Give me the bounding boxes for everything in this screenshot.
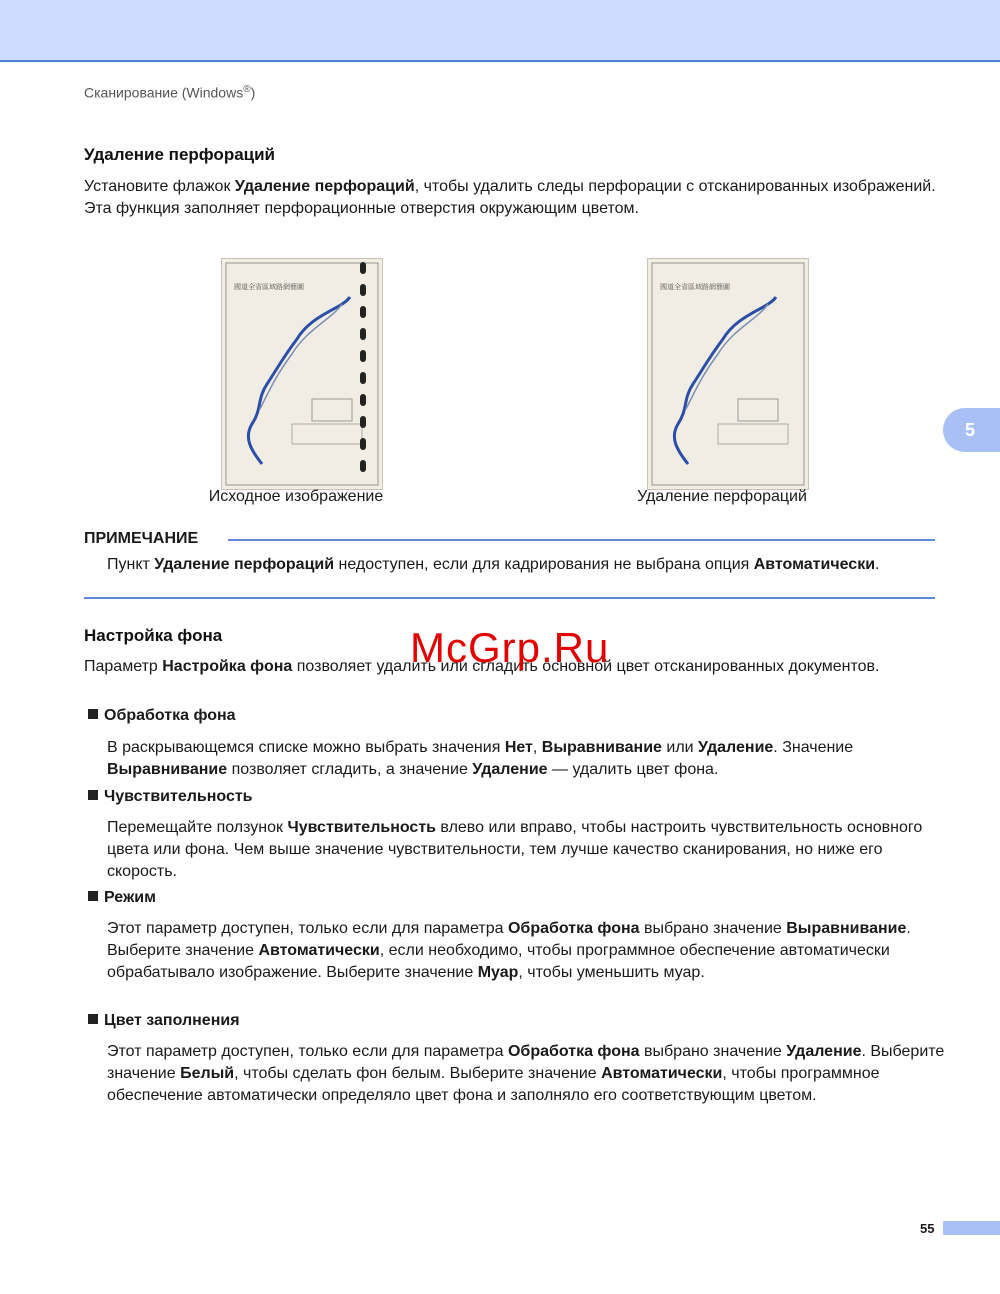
text-run: . Значение (773, 739, 854, 756)
text-run: В раскрывающемся списке можно выбрать значения (107, 739, 505, 756)
text-run: выбрано значение (639, 920, 787, 937)
item-text (107, 918, 947, 984)
bold-term: Белый (180, 1065, 235, 1082)
text-run: или (661, 739, 699, 756)
item-title: Цвет заполнения (88, 1012, 240, 1030)
header-bar (0, 0, 1000, 62)
section-hole-removal-paragraph: Установите флажок Удаление перфораций, чтобы удалить следы перфорации с отсканированных изображений. Эта функция заполняет перфорационные отверстия окружающим цветом. (84, 178, 936, 217)
text-run: влево или вправо, чтобы настроить чувствительность основного цвета или фона. Чем выше значение чувствительности, тем лучше качество сканирования, но ниже его скорость. (107, 819, 923, 880)
text-run: , (532, 739, 542, 756)
map-illustration-cleaned (648, 259, 808, 489)
bold-term: Обработка фона (507, 1043, 640, 1060)
bold-term: Удаление (472, 761, 548, 778)
page-number: 55 (920, 1221, 935, 1236)
text-run: . Выберите значение (107, 920, 911, 959)
bold-term: Обработка фона (507, 920, 640, 937)
text-run: , чтобы уменьшить муар. (518, 964, 705, 981)
caption-cleaned: Удаление перфораций (637, 488, 807, 505)
section-background-paragraph: Параметр Настройка фона позволяет удалить или сгладить основной цвет отсканированных документов. (84, 658, 880, 675)
note-text: Пункт Удаление перфораций недоступен, если для кадрирования не выбрана опция Автоматически. (107, 556, 880, 573)
text-run: выбрано значение (639, 1043, 787, 1060)
breadcrumb: Сканирование (Windows®) (84, 84, 256, 101)
section-title-background: Настройка фона (84, 626, 223, 645)
text-run: Этот параметр доступен, только если для параметра (107, 1043, 508, 1060)
text-run: , если необходимо, чтобы программное обеспечение автоматически обрабатывало изображение. Выберите значение (107, 942, 890, 981)
bold-term: Выравнивание (786, 920, 907, 937)
item-title: Режим (88, 889, 156, 907)
note-heading: ПРИМЕЧАНИЕ (84, 530, 199, 547)
text-run: позволяет сгладить, а значение (227, 761, 473, 778)
text-run: . Выберите значение (107, 1043, 945, 1082)
bold-term: Автоматически (258, 942, 380, 959)
item-text (107, 737, 947, 781)
bold-term: Муар (477, 964, 519, 981)
chapter-tab: 5 (943, 408, 1000, 452)
bold-term: Выравнивание (541, 739, 662, 756)
bold-term: Автоматически (601, 1065, 723, 1082)
bold-term: Нет (504, 739, 533, 756)
item-title: Чувствительность (88, 788, 253, 806)
bold-term: Чувствительность (287, 819, 436, 836)
section-title-hole-removal: Удаление перфораций (84, 145, 276, 164)
text-run: , чтобы программное обеспечение автоматически определяло цвет фона и заполняло его соответствующим цветом. (107, 1065, 880, 1104)
bold-term: Удаление (698, 739, 774, 756)
map-title: 國道全省區域路網簡圖 (234, 284, 304, 291)
watermark: McGrp.Ru (410, 624, 610, 671)
page-number-bar (943, 1221, 1000, 1235)
map-illustration (222, 259, 382, 489)
note-divider-bottom (84, 597, 935, 599)
item-title: Обработка фона (88, 707, 236, 725)
text-run: , чтобы сделать фон белым. Выберите значение (234, 1065, 602, 1082)
caption-original: Исходное изображение (208, 488, 384, 505)
item-text (107, 817, 947, 883)
original-image-figure (221, 258, 383, 490)
note-divider-top (228, 539, 935, 541)
item-text (107, 1041, 947, 1107)
bold-term: Удаление (786, 1043, 862, 1060)
text-run: Этот параметр доступен, только если для параметра (107, 920, 508, 937)
map-title-cleaned: 國道全省區域路網簡圖 (660, 284, 730, 291)
cleaned-image-figure (647, 258, 809, 490)
bold-term: Выравнивание (107, 761, 228, 778)
text-run: — удалить цвет фона. (547, 761, 719, 778)
text-run: Перемещайте ползунок (107, 819, 288, 836)
